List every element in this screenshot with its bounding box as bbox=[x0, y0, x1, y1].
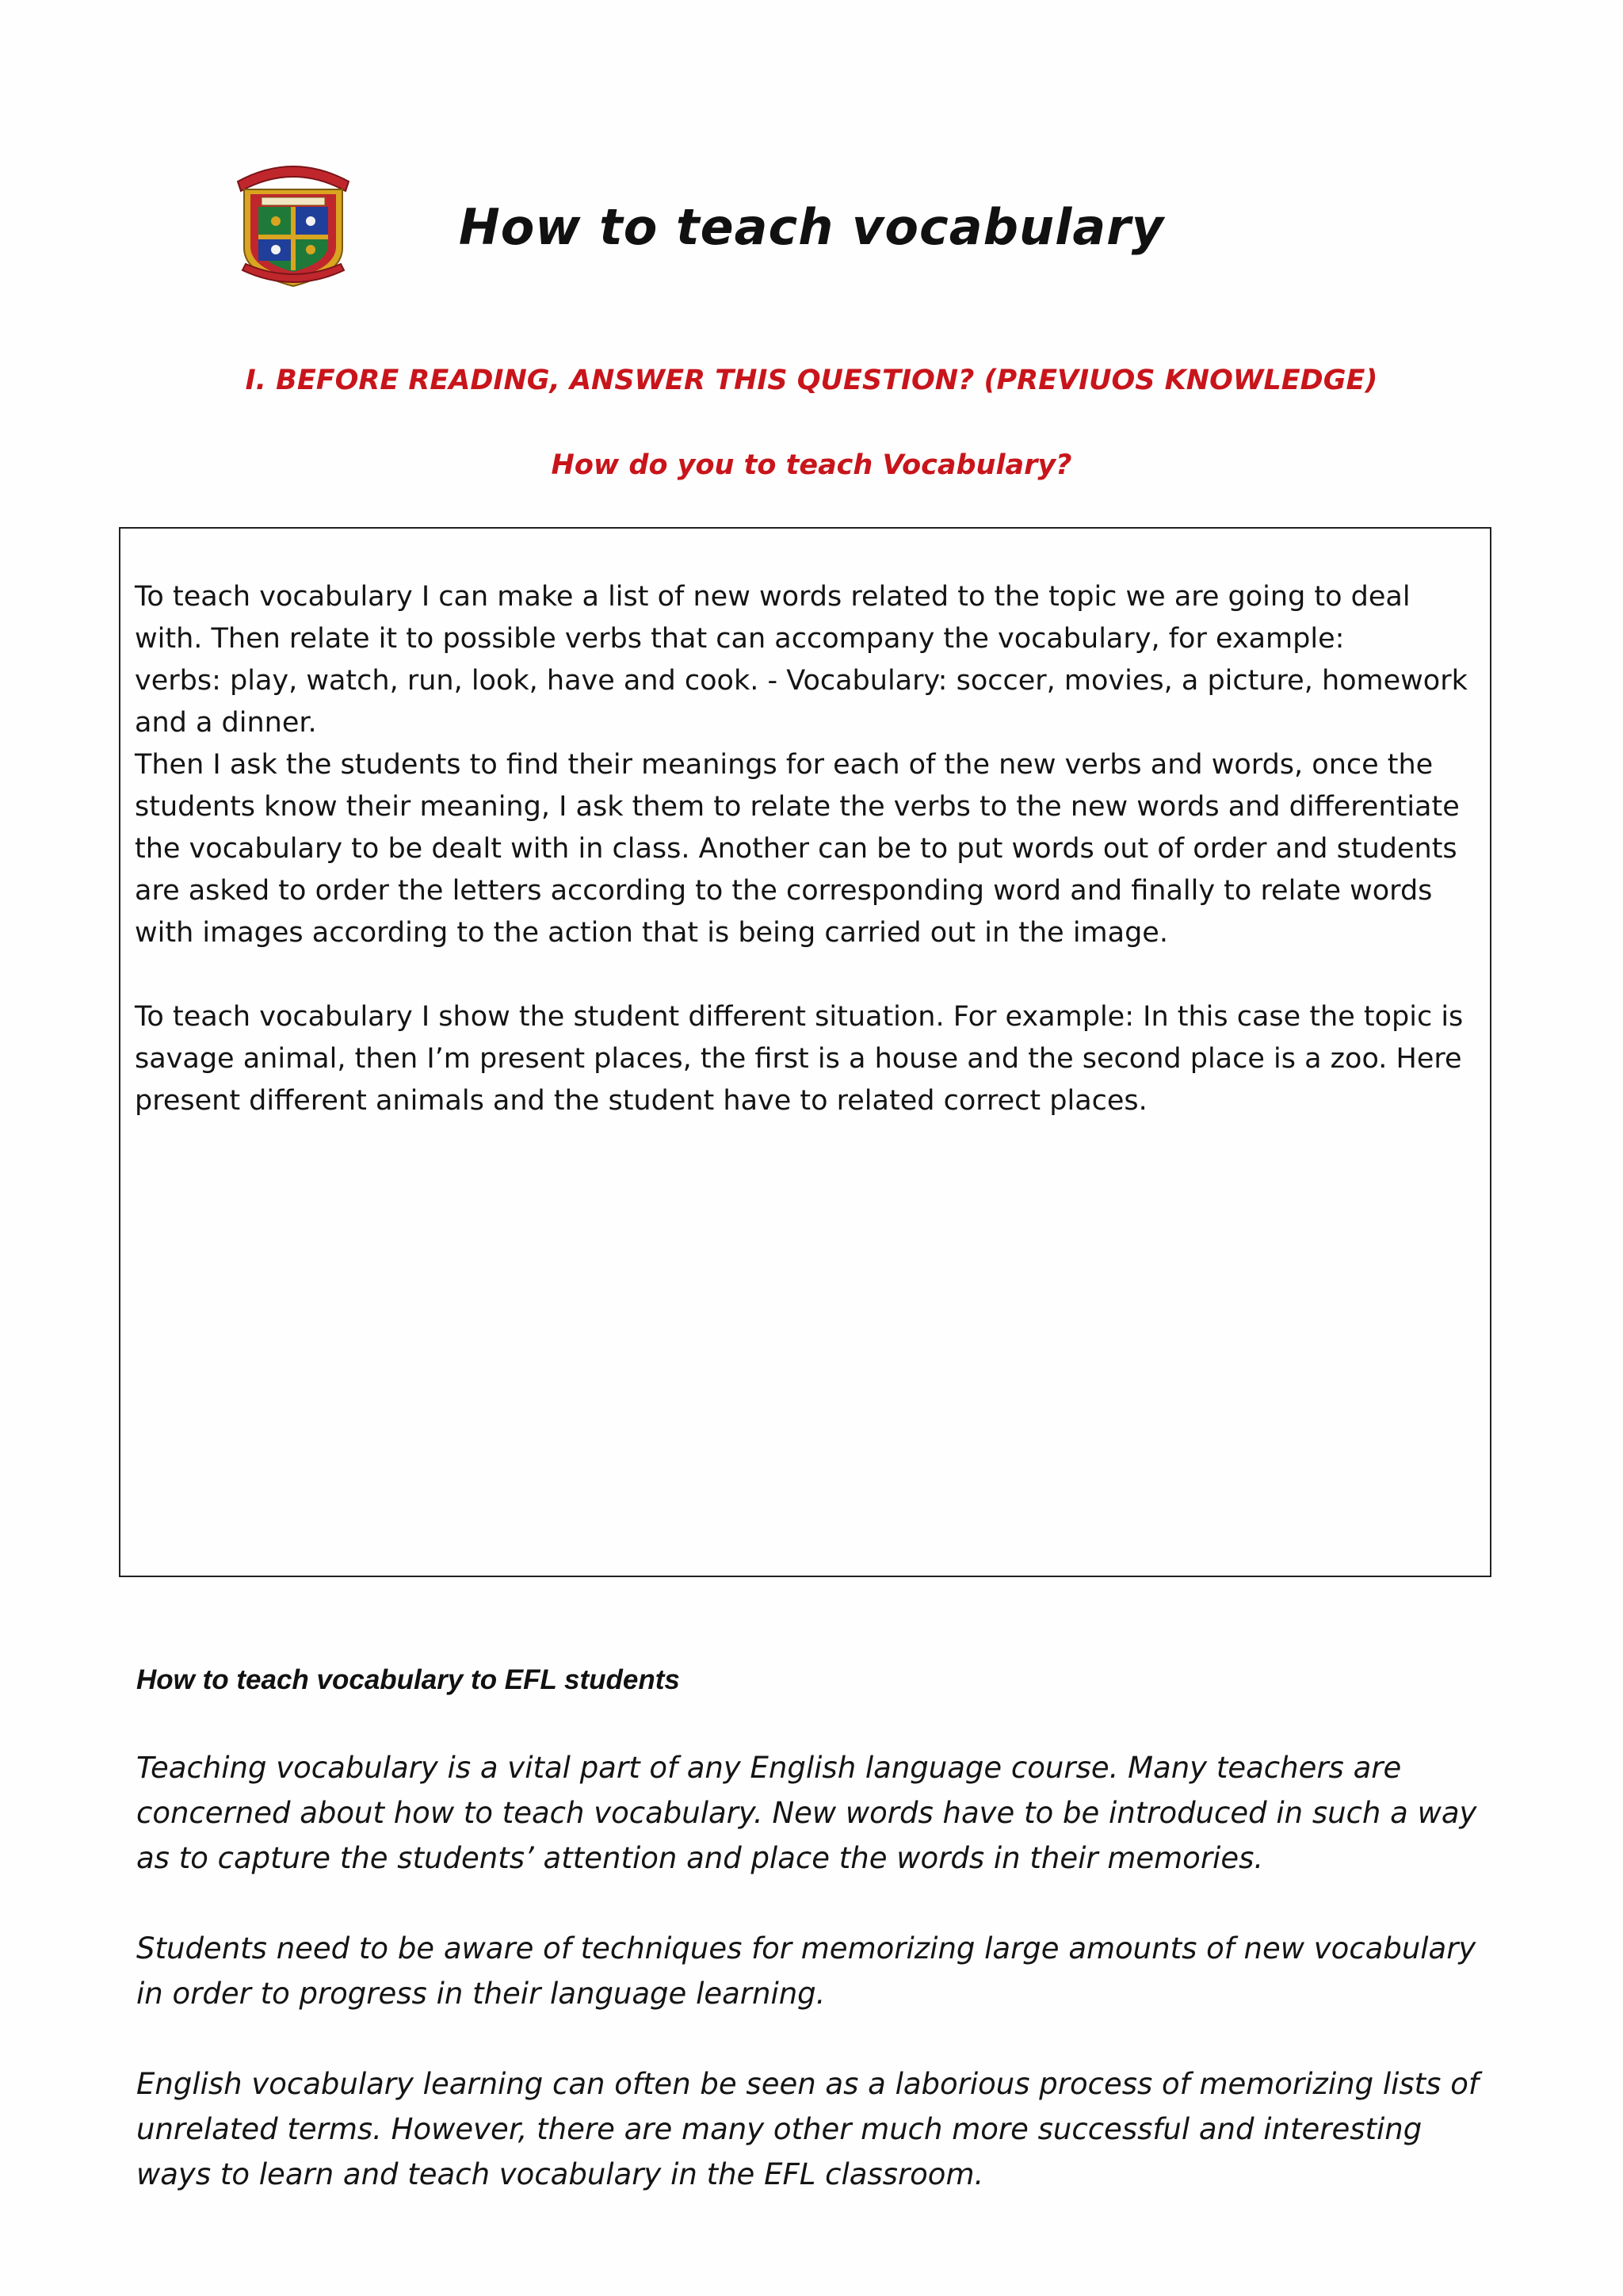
answer-paragraph: Then I ask the students to find their meanings for each of the new verbs and words, once the students know their meaning, I ask them to relate the verbs to the new words and differentiate the vocabulary to be dealt with in class. Another can be to put words out of order and students are asked to order the letters according to the corresponding word and finally to relate words with images according to the action that is being carried out in the image. bbox=[135, 749, 1460, 949]
answer-paragraph: To teach vocabulary I can make a list of new words related to the topic we are going to deal with. Then relate it to possible verbs that can accompany the vocabulary, for example: bbox=[135, 581, 1411, 655]
answer-paragraph: To teach vocabulary I show the student different situation. For example: In this case the topic is savage animal, then I’m present places, the first is a house and the second place is a zoo. Here present different animals and the student have to related correct places. bbox=[135, 1001, 1464, 1117]
section-heading: I. BEFORE READING, ANSWER THIS QUESTION? (PREVIUOS KNOWLEDGE) bbox=[245, 365, 1378, 396]
reading-body bbox=[136, 1745, 1499, 2242]
reading-paragraph: Teaching vocabulary is a vital part of any English language course. Many teachers are concerned about how to teach vocabulary. New words have to be introduced in such a way as to capture the students’ attention and place the words in their memories. bbox=[136, 1751, 1477, 1875]
pre-reading-question: How do you to teach Vocabulary? bbox=[551, 449, 1072, 481]
reading-heading: How to teach vocabulary to EFL students bbox=[136, 1664, 680, 1695]
page-title: How to teach vocabulary bbox=[458, 198, 1165, 256]
reading-paragraph: Students need to be aware of techniques for memorizing large amounts of new vocabulary in order to progress in their language learning. bbox=[136, 1931, 1476, 2011]
answer-paragraph: verbs: play, watch, run, look, have and cook. - Vocabulary: soccer, movies, a picture, homework and a dinner. bbox=[135, 665, 1468, 739]
reading-paragraph: English vocabulary learning can often be seen as a laborious process of memorizing lists of unrelated terms. However, there are many other much more successful and interesting ways to learn and teach vocabulary in the EFL classroom. bbox=[136, 2067, 1479, 2191]
answer-box bbox=[119, 527, 1491, 1577]
